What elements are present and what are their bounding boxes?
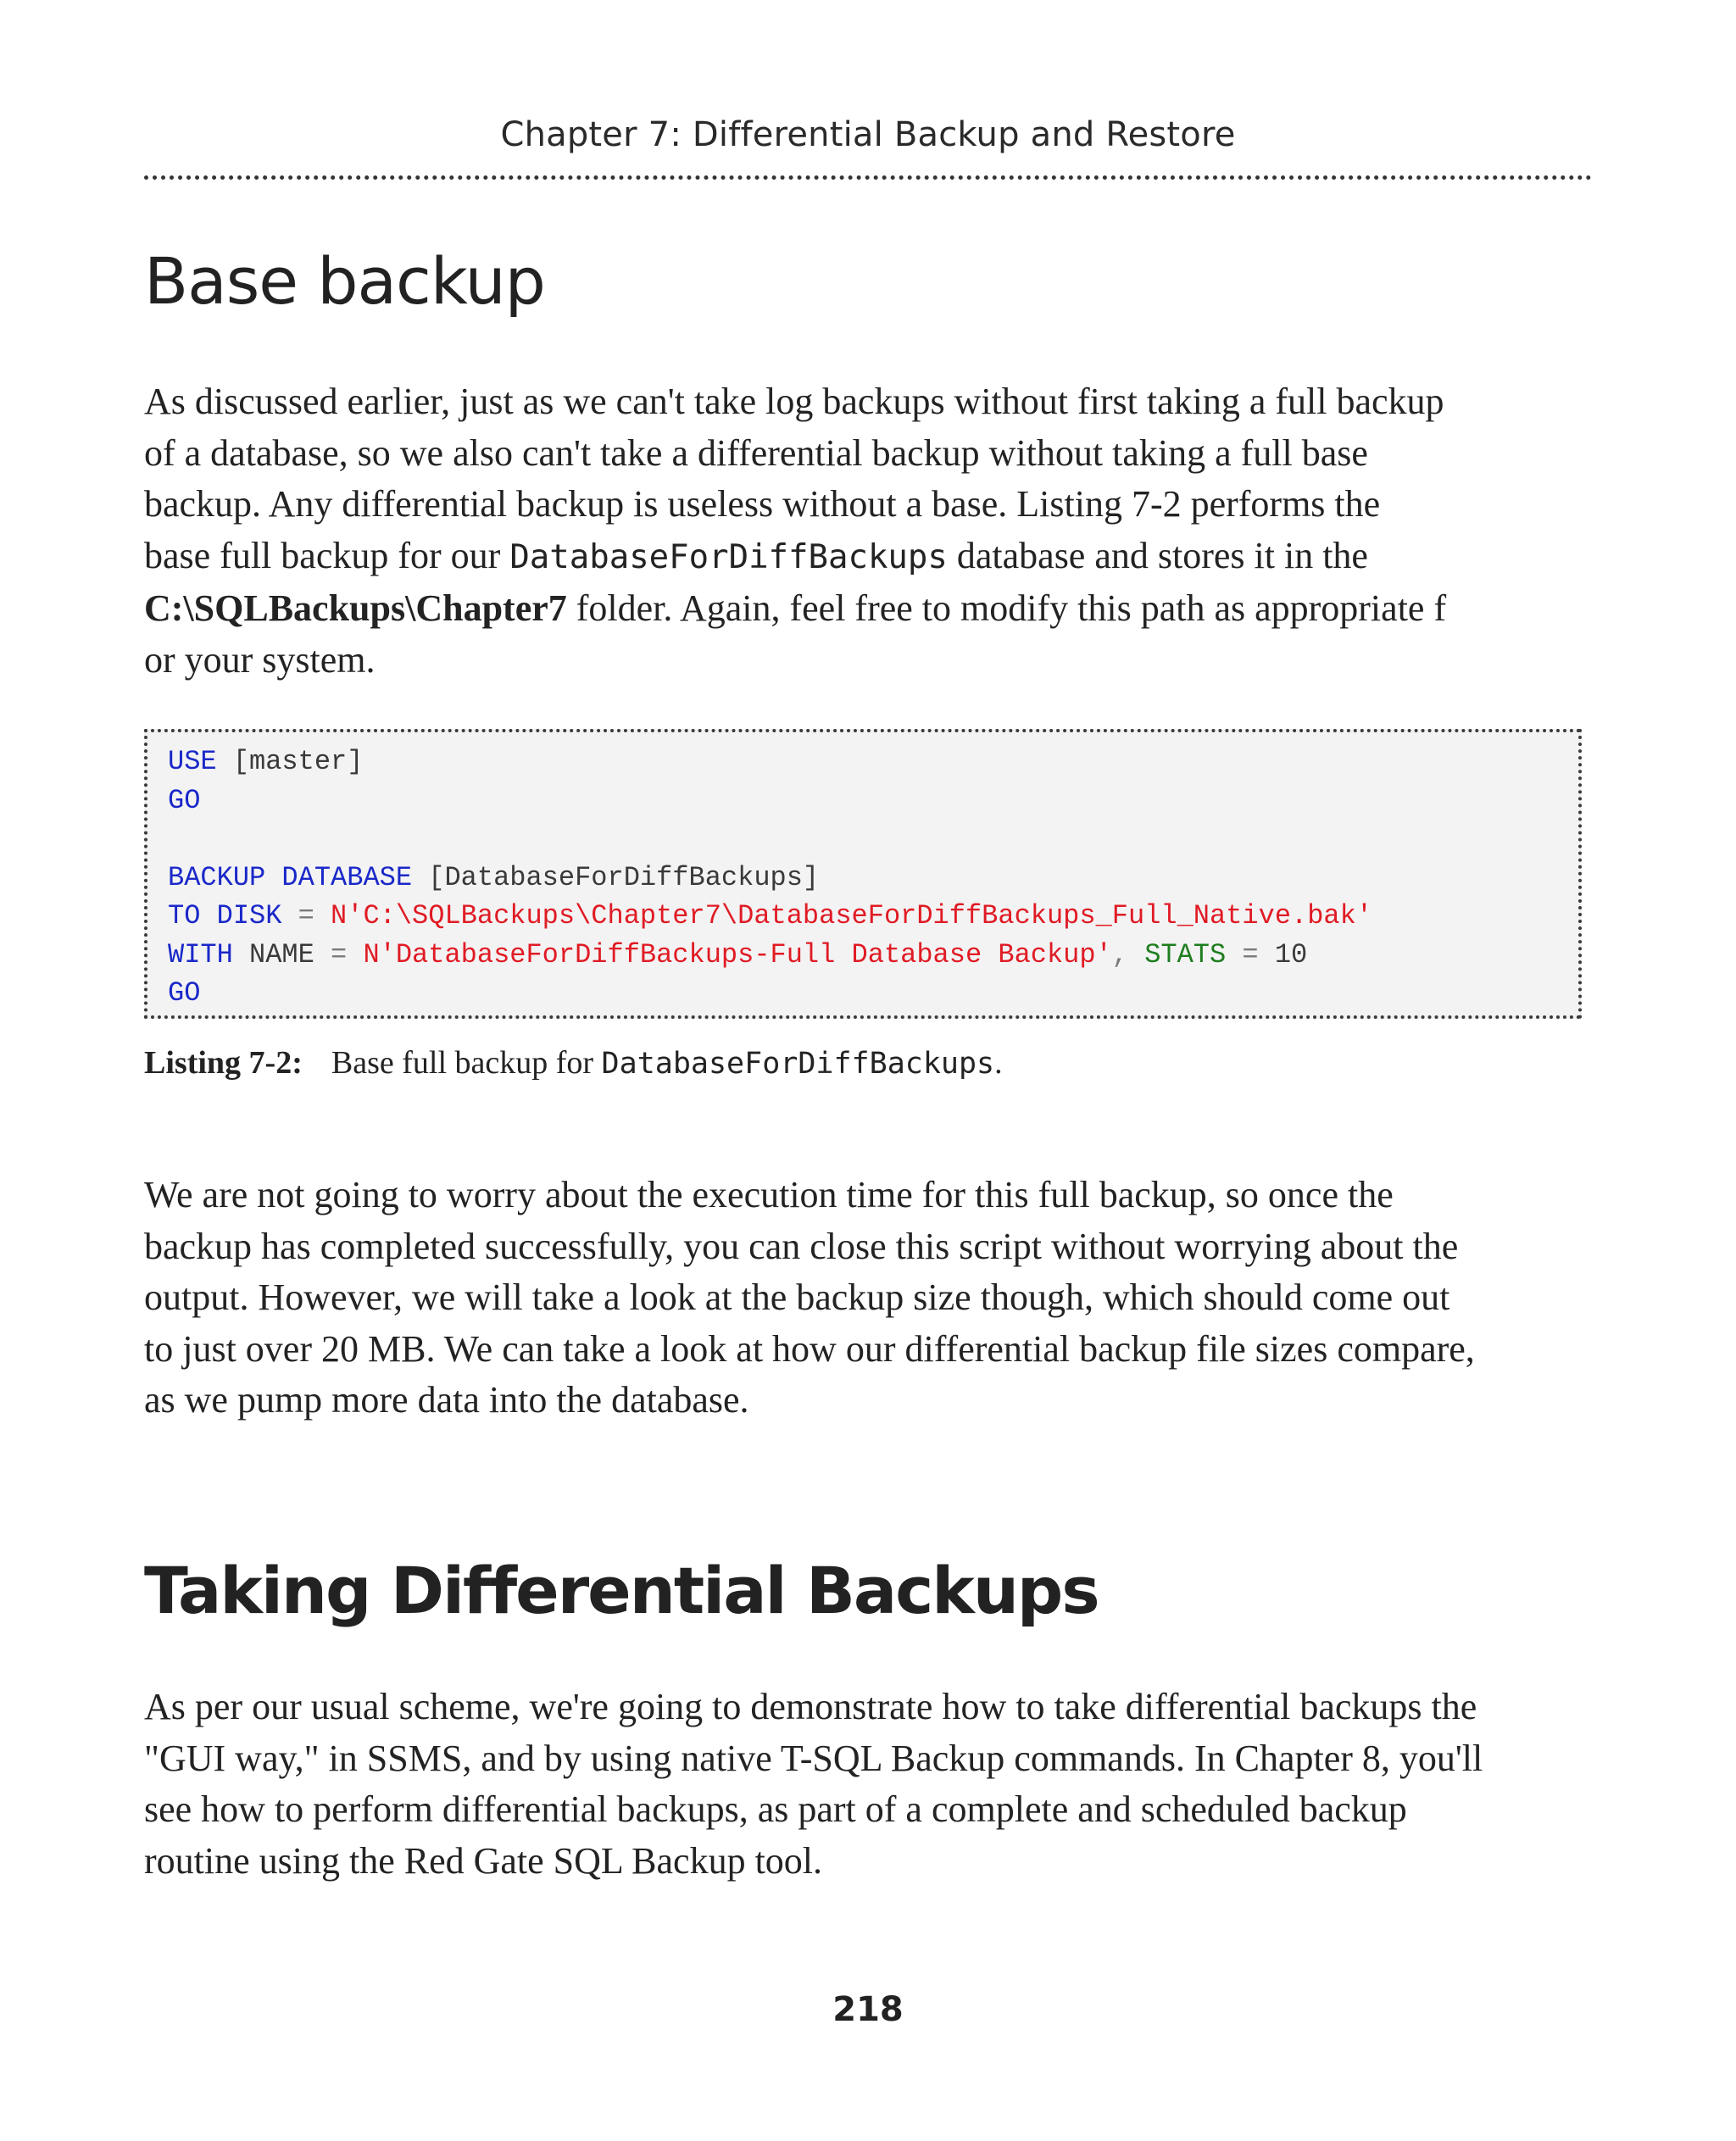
paragraph-line: output. However, we will take a look at the backup size though, which should come out (144, 1276, 1450, 1318)
paragraph-line: as we pump more data into the database. (144, 1379, 749, 1421)
section-title-base-backup: Base backup (144, 243, 545, 319)
code-keyword: TO DISK (168, 900, 282, 931)
caption-text: . (994, 1045, 1003, 1081)
paragraph-line: backup has completed successfully, you can close this script without worrying about the (144, 1225, 1459, 1267)
code-string: N'DatabaseForDiffBackups-Full Database Backup' (363, 938, 1112, 970)
code-operator: = (281, 900, 331, 931)
paragraph-line: to just over 20 MB. We can take a look at how our differential backup file sizes compare, (144, 1327, 1475, 1370)
code-operator: = (1226, 938, 1275, 970)
paragraph-base-backup-intro (144, 376, 1585, 686)
code-keyword: BACKUP DATABASE (168, 861, 413, 893)
code-listing-box (144, 729, 1582, 1019)
code-operator: , (1111, 938, 1145, 970)
paragraph-backup-size (144, 1170, 1585, 1426)
paragraph-line: base full backup for our (144, 534, 510, 576)
paragraph-line: database and stores it in the (947, 534, 1368, 576)
header-rule (144, 175, 1592, 180)
code-option: STATS (1144, 938, 1227, 970)
code-keyword: GO (168, 784, 201, 816)
listing-label: Listing 7-2: (144, 1045, 303, 1081)
caption-text: Base full backup for (331, 1045, 602, 1081)
paragraph-line: backup. Any differential backup is useless without a base. Listing 7-2 performs the (144, 483, 1381, 525)
inline-code-database-name: DatabaseForDiffBackups (509, 537, 948, 576)
code-keyword: USE (168, 746, 217, 777)
code-string: N'C:\SQLBackups\Chapter7\DatabaseForDiffBackups_Full_Native.bak' (331, 900, 1373, 931)
code-text: NAME (232, 938, 314, 970)
code-keyword: WITH (168, 938, 233, 970)
paragraph-line: We are not going to worry about the execution time for this full backup, so once the (144, 1174, 1394, 1215)
folder-path: C:\SQLBackups\Chapter7 (144, 587, 567, 629)
paragraph-line: As per our usual scheme, we're going to demonstrate how to take differential backups the (144, 1686, 1477, 1727)
code-keyword: GO (168, 977, 201, 1009)
code-text: [DatabaseForDiffBackups] (412, 861, 820, 893)
inline-code-database-name: DatabaseForDiffBackups (601, 1047, 995, 1081)
paragraph-line: routine using the Red Gate SQL Backup tool. (144, 1839, 823, 1882)
listing-caption (144, 1043, 1003, 1084)
code-operator: = (314, 938, 364, 970)
paragraph-line: of a database, so we also can't take a differential backup without taking a full base (144, 431, 1368, 474)
paragraph-line: "GUI way," in SSMS, and by using native T-SQL Backup commands. In Chapter 8, you'll (144, 1737, 1483, 1779)
paragraph-differential-intro (144, 1682, 1585, 1887)
page-number: 218 (832, 1990, 904, 2029)
paragraph-line: As discussed earlier, just as we can't take log backups without first taking a full backup (144, 381, 1444, 422)
paragraph-line: see how to perform differential backups, as part of a complete and scheduled backup (144, 1788, 1407, 1830)
code-listing (168, 742, 1372, 1013)
code-text: [master] (216, 746, 364, 777)
code-number: 10 (1274, 938, 1308, 970)
section-title-taking-differential-backups: Taking Differential Backups (144, 1553, 1099, 1628)
paragraph-line: folder. Again, feel free to modify this path as appropriate f (566, 587, 1447, 629)
paragraph-line: or your system. (144, 638, 376, 681)
running-header: Chapter 7: Differential Backup and Restore (500, 115, 1236, 154)
